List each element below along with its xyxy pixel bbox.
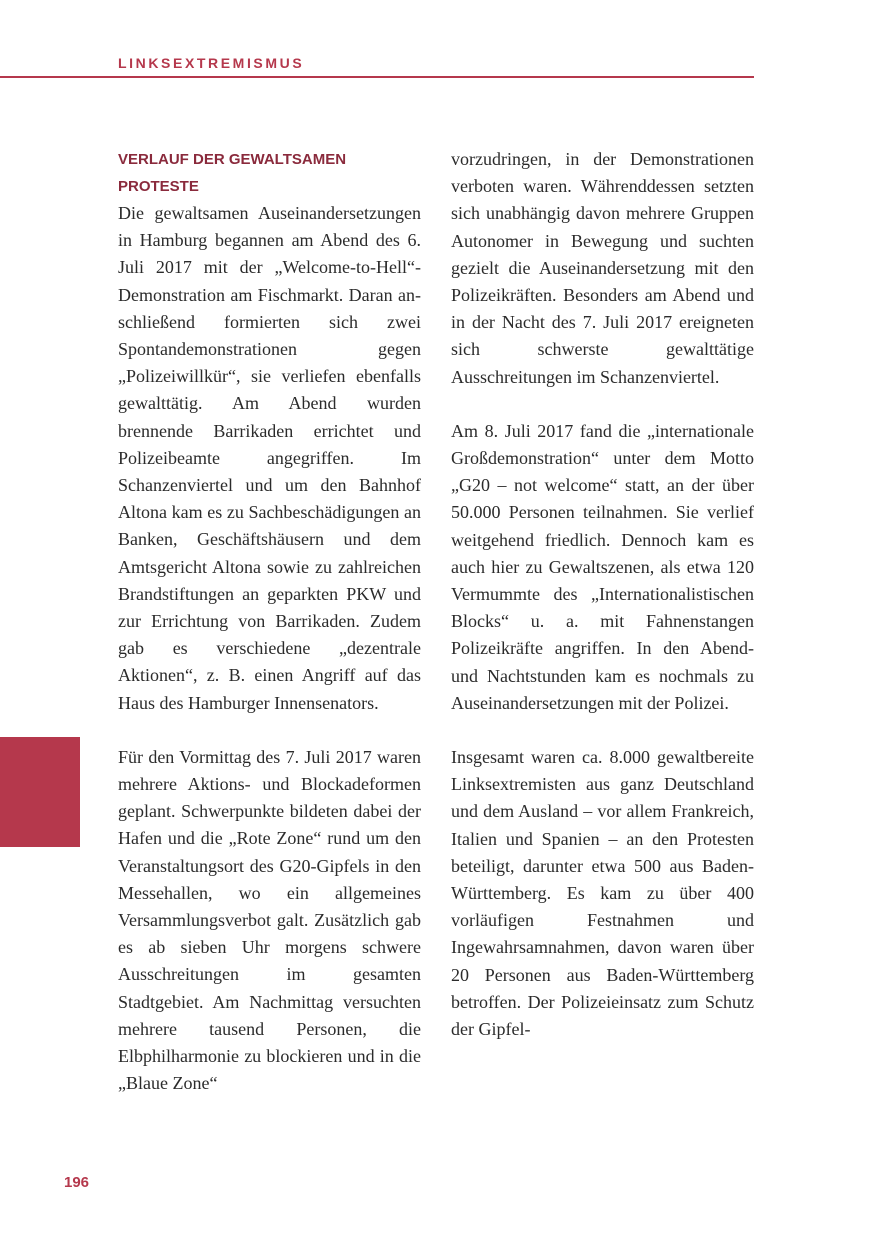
- paragraph: Die gewaltsamen Auseinandersetzungen in Hamburg begannen am Abend des 6. Juli 2017 mit der „Welcome-to-Hell“-Demonstration am Fischmarkt. Daran an-schließend formierten sich zwei Spontandemonstrationen gegen „Polizeiwillkür“, sie verliefen ebenfalls gewalttätig. Am Abend wurden brennende Barrikaden errichtet und Polizeibeamte angegriffen. Im Schanzenviertel und um den Bahnhof Altona kam es zu Sachbeschädigungen an Banken, Geschäftshäusern und dem Amtsgericht Altona sowie zu zahlreichen Brandstiftungen an geparkten PKW und zur Errichtung von Barrikaden. Zudem gab es verschiedene „dezentrale Aktionen“, z. B. einen Angriff auf das Haus des Hamburger Innensenators.: [118, 203, 421, 713]
- paragraph: vorzudringen, in der Demonstrationen verboten waren. Währenddessen setzten sich unabhängig davon mehrere Gruppen Autonomer in Bewegung und suchten gezielt die Auseinandersetzung mit den Polizeikräften. Besonders am Abend und in der Nacht des 7. Juli 2017 ereigneten sich schwerste gewalttätige Ausschreitungen im Schanzenviertel.: [451, 149, 754, 387]
- paragraph: Für den Vormittag des 7. Juli 2017 waren mehrere Aktions- und Blockadeformen geplant. Schwerpunkte bildeten dabei der Hafen und die „Rote Zone“ rund um den Veranstaltungsort des G20-Gipfels in den Messehallen, wo ein allgemeines Versammlungsverbot galt. Zusätzlich gab es ab sieben Uhr morgens schwere Ausschreitungen im gesamten Stadtgebiet. Am Nachmittag versuchten mehrere tausend Personen, die Elbphilharmonie zu blockieren und in die „Blaue Zone“: [118, 746, 421, 1094]
- section-heading: VERLAUF DER GEWALTSAMEN PROTESTE: [118, 151, 347, 195]
- right-column: [451, 146, 754, 1043]
- paragraph: Am 8. Juli 2017 fand die „internationale Großdemonstration“ unter dem Motto „G20 – not welcome“ statt, an der über 50.000 Personen teilnahmen. Sie verlief weitgehend friedlich. Dennoch kam es auch hier zu Gewaltszenen, als etwa 120 Vermummte des „Internationalistischen Blocks“ u. a. mit Fahnenstangen Polizeikräfte angriffen. In den Abend- und Nachtstunden kam es nochmals zu Auseinandersetzungen mit der Polizei.: [451, 420, 754, 713]
- left-column: [118, 146, 421, 1098]
- paragraph: Insgesamt waren ca. 8.000 gewaltbereite Linksextremisten aus ganz Deutschland und dem Ausland – vor allem Frankreich, Italien und Spanien – an den Protesten beteiligt, darunter etwa 500 aus Baden-Württemberg. Es kam zu über 400 vorläufigen Festnahmen und Ingewahrsamnahmen, davon waren über 20 Personen aus Baden-Württemberg betroffen. Der Polizeieinsatz zum Schutz der Gipfel-: [451, 747, 754, 1040]
- running-header-title: LINKSEXTREMISMUS: [118, 55, 305, 71]
- page-number: 196: [64, 1174, 90, 1191]
- header-rule: [0, 76, 754, 78]
- chapter-side-tab: [0, 737, 80, 847]
